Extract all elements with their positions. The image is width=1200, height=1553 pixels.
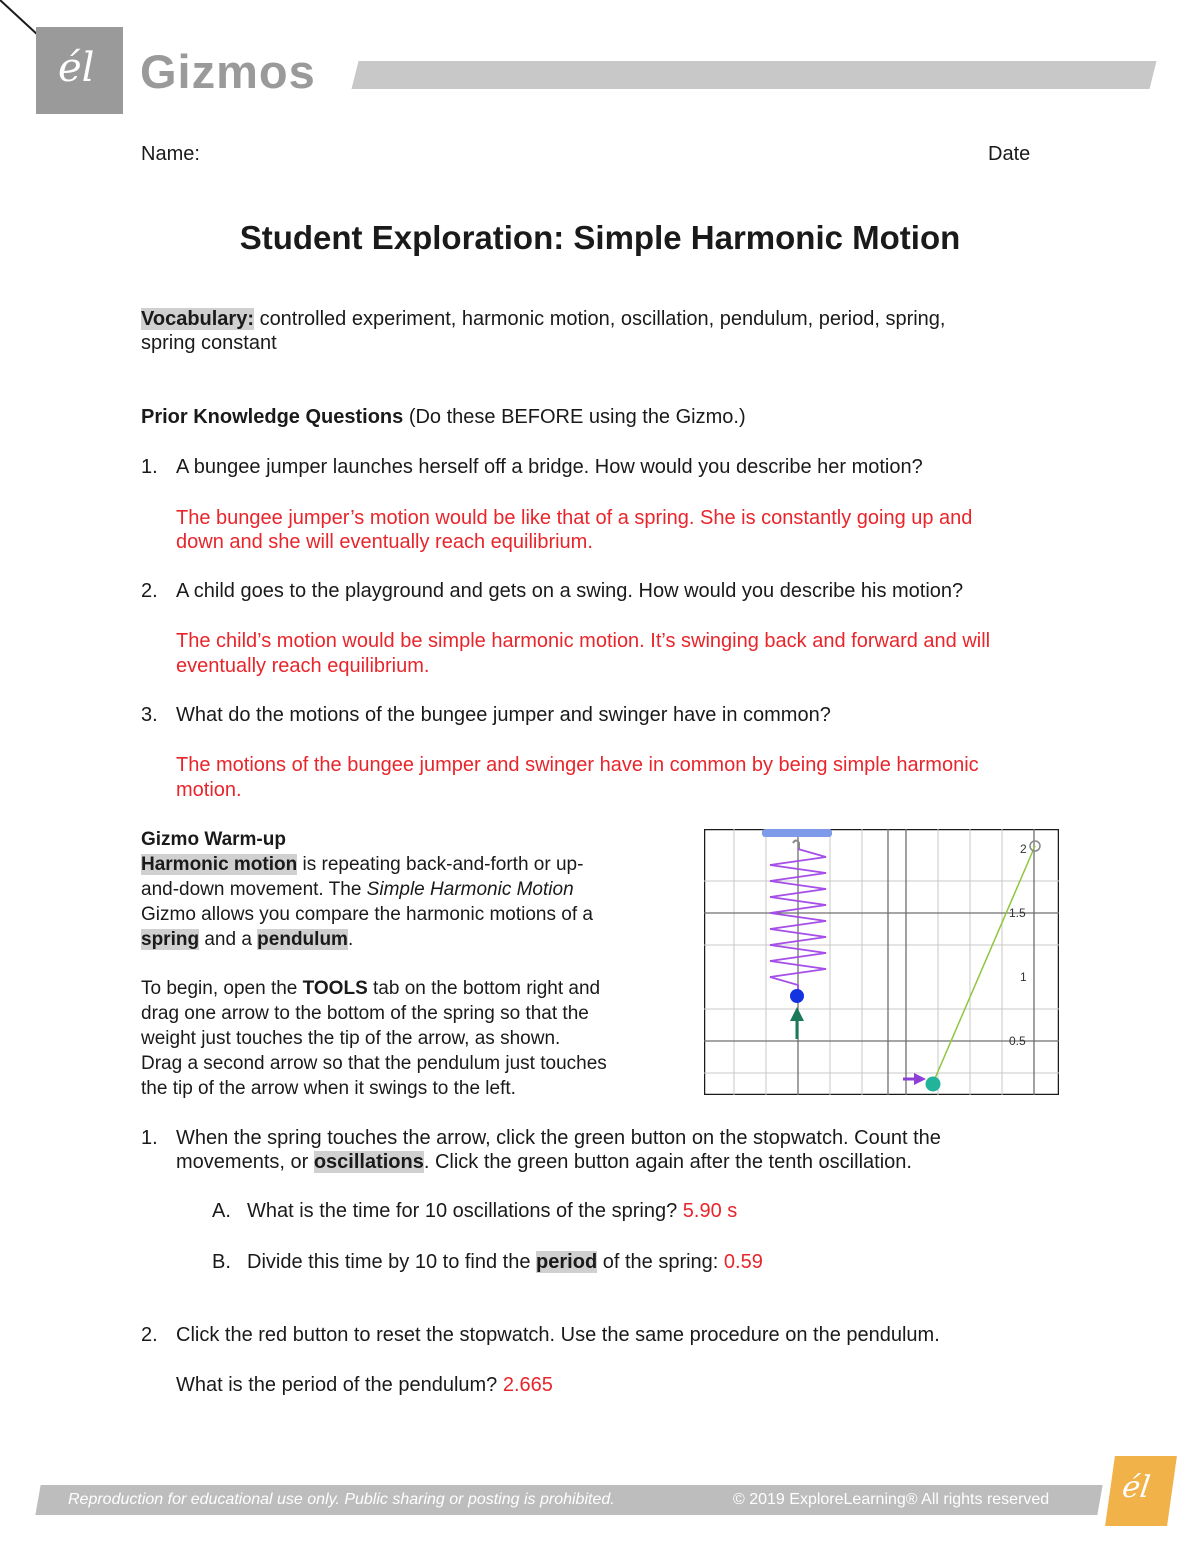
warmup-p2-line-3: weight just touches the tip of the arrow, as shown.	[141, 1028, 561, 1049]
warmup-line-3: Gizmo allows you compare the harmonic motions of a	[141, 904, 593, 925]
spring-weight	[790, 989, 804, 1003]
q1-text: A bungee jumper launches herself off a bridge. How would you describe her motion?	[176, 456, 923, 478]
header-bar	[352, 61, 1157, 89]
step1-b-text: Divide this time by 10 to find the	[247, 1251, 537, 1273]
pendulum-term: pendulum	[257, 929, 348, 950]
period-term: period	[536, 1251, 598, 1273]
step2-question-line	[176, 1373, 553, 1398]
prior-heading-text: Prior Knowledge Questions	[141, 406, 404, 428]
step1-number: 1.	[141, 1127, 158, 1149]
q3-answer-line-1: The motions of the bungee jumper and swinger have in common by being simple harmonic	[176, 754, 979, 776]
step1-b-line	[247, 1250, 763, 1275]
warmup-line-2-a: and-down movement. The	[141, 879, 367, 900]
gizmos-brand: Gizmos	[140, 45, 316, 98]
warmup-p2-line-4: Drag a second arrow so that the pendulum just touches	[141, 1053, 607, 1074]
footer-explorelearning-logo	[1105, 1456, 1177, 1526]
footer-copyright: © 2019 ExploreLearning® All rights reserved	[733, 1491, 1050, 1508]
gizmo-name-italic: Simple Harmonic Motion	[366, 879, 574, 900]
step1-a-label: A.	[212, 1200, 231, 1222]
warmup-line-1-rest: is repeating back-and-forth or up-	[297, 854, 584, 875]
step1-line-2-a: movements, or	[176, 1151, 314, 1173]
footer-logo-glyph: él	[1120, 1470, 1153, 1505]
p2-l1-b: tab on the bottom right and	[367, 978, 601, 999]
warmup-p2-line-2: drag one arrow to the bottom of the spring so that the	[141, 1003, 589, 1024]
vocabulary-line-1	[141, 307, 945, 332]
tools-term: TOOLS	[302, 978, 368, 999]
step1-b-answer: 0.59	[723, 1251, 763, 1273]
step1-b-text-2: of the spring:	[597, 1251, 719, 1273]
q2-number: 2.	[141, 580, 158, 602]
step1-a-answer: 5.90 s	[682, 1200, 738, 1222]
page-title: Student Exploration: Simple Harmonic Motion	[239, 219, 961, 256]
oscillations-term: oscillations	[313, 1151, 424, 1173]
prior-heading-note: (Do these BEFORE using the Gizmo.)	[408, 406, 746, 428]
explorelearning-logo	[36, 27, 123, 114]
q3-answer-line-2: motion.	[176, 779, 242, 801]
axis-label-0-5: 0.5	[1009, 1034, 1026, 1048]
p2-l1-a: To begin, open the	[141, 978, 303, 999]
figure-frame	[705, 830, 1059, 1095]
step2-answer: 2.665	[502, 1374, 553, 1396]
step1-b-label: B.	[212, 1251, 231, 1273]
step1-a-text: What is the time for 10 oscillations of the spring?	[247, 1200, 678, 1222]
step1-line-1: When the spring touches the arrow, click the green button on the stopwatch. Count the	[176, 1127, 941, 1149]
warmup-line-1	[141, 852, 583, 877]
logo-glyph: él	[58, 45, 95, 91]
axis-label-1-5: 1.5	[1009, 906, 1026, 920]
warmup-period: .	[347, 929, 354, 950]
spring-pendulum-figure	[704, 829, 1059, 1095]
vocabulary-line-2: spring constant	[141, 332, 277, 354]
q2-answer-line-2: eventually reach equilibrium.	[176, 655, 430, 677]
step2-text: Click the red button to reset the stopwatch. Use the same procedure on the pendulum.	[176, 1324, 940, 1346]
q1-answer-line-1: The bungee jumper’s motion would be like that of a spring. She is constantly going up and	[176, 507, 973, 529]
step2-number: 2.	[141, 1324, 158, 1346]
step2-question: What is the period of the pendulum?	[176, 1374, 498, 1396]
date-label: Date	[988, 143, 1031, 165]
axis-label-2: 2	[1020, 842, 1027, 856]
q1-answer-line-2: down and she will eventually reach equilibrium.	[176, 531, 593, 553]
spring-term: spring	[141, 929, 200, 950]
q3-text: What do the motions of the bungee jumper and swinger have in common?	[176, 704, 831, 726]
warmup-line-4	[141, 927, 353, 952]
warmup-heading: Gizmo Warm-up	[141, 829, 286, 850]
step1-line-2-b: . Click the green button again after the tenth oscillation.	[423, 1151, 912, 1173]
footer-reproduction-notice: Reproduction for educational use only. Public sharing or posting is prohibited.	[68, 1491, 615, 1508]
spring-ceiling-mount	[762, 829, 832, 837]
vocabulary-label: Vocabulary:	[141, 308, 254, 330]
q1-number: 1.	[141, 456, 158, 478]
step1-line-2	[176, 1150, 912, 1175]
q2-answer-line-1: The child’s motion would be simple harmonic motion. It’s swinging back and forward and will	[176, 630, 991, 652]
warmup-p2-line-5: the tip of the arrow when it swings to the left.	[141, 1078, 516, 1099]
harmonic-motion-term: Harmonic motion	[141, 854, 298, 875]
vocabulary-terms: controlled experiment, harmonic motion, oscillation, pendulum, period, spring,	[259, 308, 946, 330]
axis-label-1: 1	[1020, 970, 1027, 984]
name-label: Name:	[141, 143, 200, 165]
step1-a-line	[247, 1199, 737, 1224]
q3-number: 3.	[141, 704, 158, 726]
warmup-line-2	[141, 877, 574, 902]
q2-text: A child goes to the playground and gets on a swing. How would you describe his motion?	[176, 580, 964, 602]
warmup-and: and a	[199, 929, 258, 950]
pendulum-bob	[926, 1077, 941, 1092]
prior-knowledge-heading	[141, 405, 746, 430]
warmup-p2-line-1	[141, 976, 600, 1001]
